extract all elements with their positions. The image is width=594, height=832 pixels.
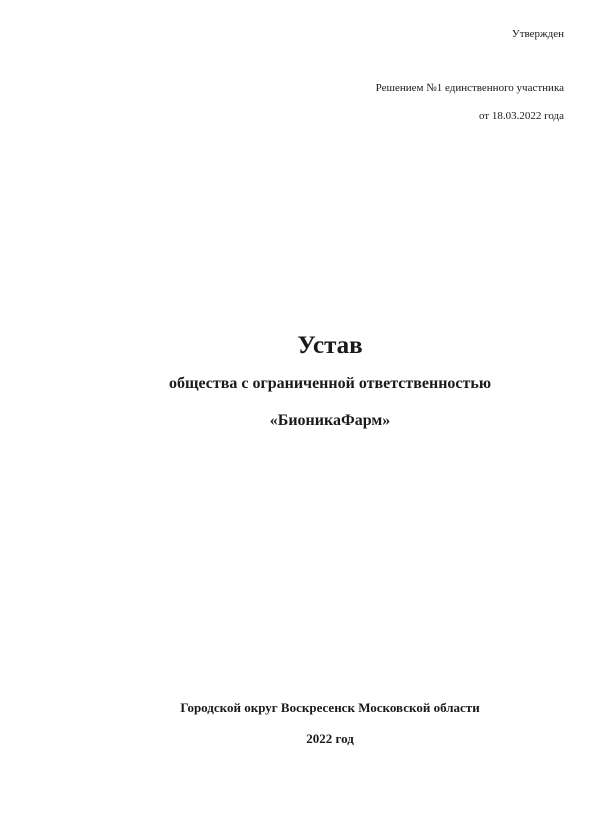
approval-label: Утвержден (511, 28, 564, 40)
document-year: 2022 год (306, 731, 354, 746)
approval-date: от 18.03.2022 года (478, 110, 564, 122)
document-location: Городской округ Воскресенск Московской области (180, 700, 480, 715)
document-subtitle: общества с ограниченной ответственностью (168, 375, 492, 392)
company-name: «БионикаФарм» (269, 412, 391, 429)
document-title: Устав (297, 332, 363, 359)
approval-decision: Решением №1 единственного участника (375, 82, 564, 94)
